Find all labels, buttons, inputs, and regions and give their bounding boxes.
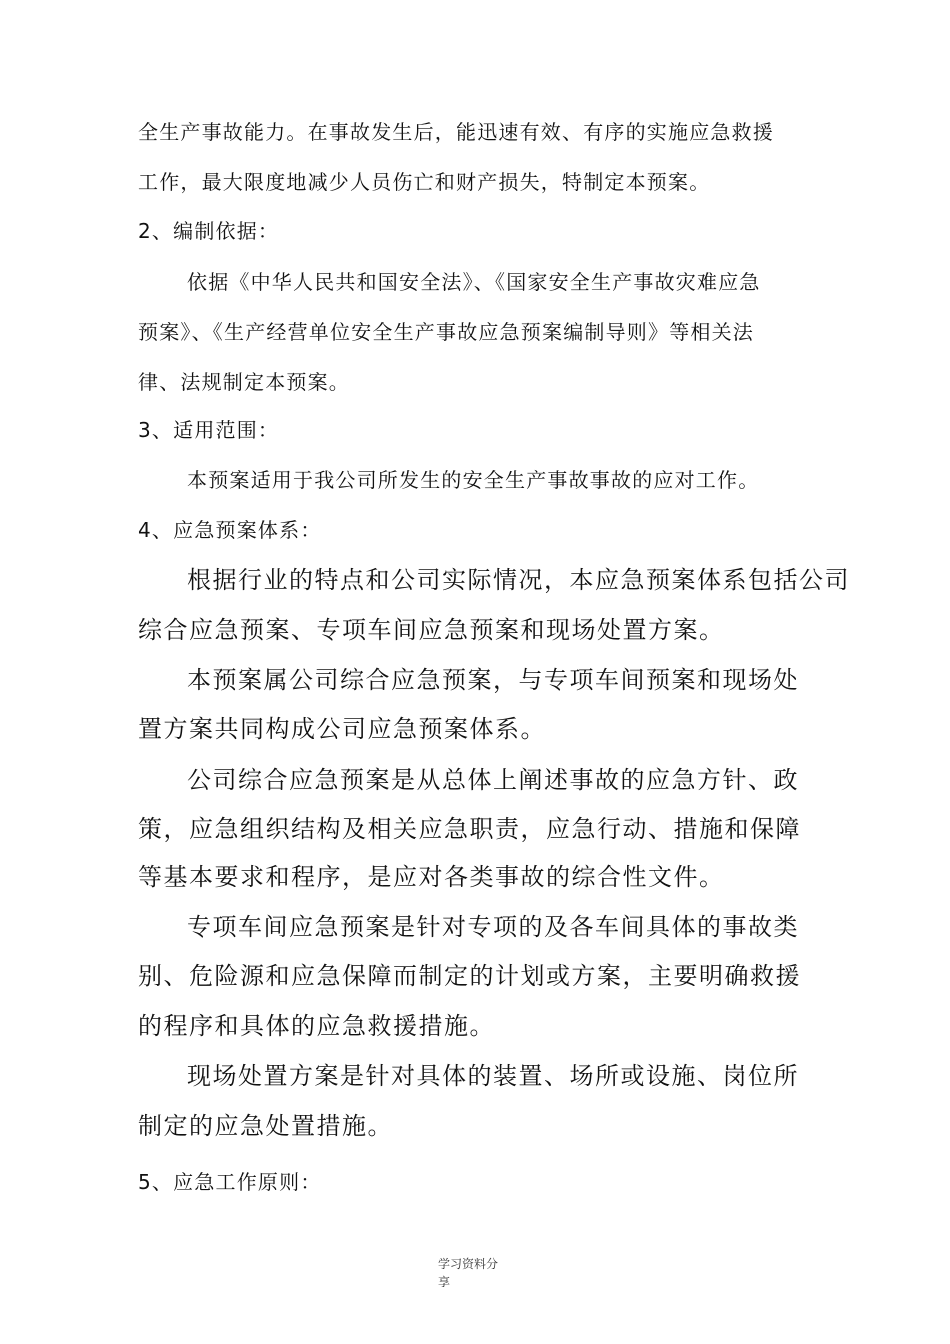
paragraph-line: 置方案共同构成公司应急预案体系。 xyxy=(138,715,546,743)
section-heading: 5、应急工作原则： xyxy=(138,1170,322,1194)
paragraph-line: 等基本要求和程序，是应对各类事故的综合性文件。 xyxy=(138,863,725,891)
paragraph-line: 预案》、《生产经营单位安全生产事故应急预案编制导则》等相关法 xyxy=(138,320,754,344)
section-heading: 4、应急预案体系： xyxy=(138,518,322,542)
section-heading: 2、编制依据： xyxy=(138,219,280,243)
paragraph-line: 策，应急组织结构及相关应急职责，应急行动、措施和保障 xyxy=(138,815,801,843)
paragraph-line: 工作，最大限度地减少人员伤亡和财产损失，特制定本预案。 xyxy=(138,170,711,194)
paragraph-line: 专项车间应急预案是针对专项的及各车间具体的事故类 xyxy=(187,913,799,941)
footer-text: 享 xyxy=(438,1275,451,1289)
paragraph-line: 依据《中华人民共和国安全法》、《国家安全生产事故灾难应急 xyxy=(187,270,761,294)
section-heading: 3、适用范围： xyxy=(138,418,280,442)
paragraph-line: 公司综合应急预案是从总体上阐述事故的应急方针、政 xyxy=(187,766,799,794)
paragraph-line: 全生产事故能力。在事故发生后，能迅速有效、有序的实施应急救援 xyxy=(138,120,774,144)
paragraph-line: 现场处置方案是针对具体的装置、场所或设施、岗位所 xyxy=(187,1062,799,1090)
footer-text: 学习资料分 xyxy=(438,1257,499,1271)
paragraph-line: 根据行业的特点和公司实际情况，本应急预案体系包括公司 xyxy=(187,566,850,594)
paragraph-line: 综合应急预案、专项车间应急预案和现场处置方案。 xyxy=(138,616,725,644)
paragraph-line: 本预案适用于我公司所发生的安全生产事故事故的应对工作。 xyxy=(187,468,760,492)
paragraph-line: 本预案属公司综合应急预案，与专项车间预案和现场处 xyxy=(187,666,799,694)
paragraph-line: 制定的应急处置措施。 xyxy=(138,1112,393,1140)
paragraph-line: 别、危险源和应急保障而制定的计划或方案，主要明确救援 xyxy=(138,962,801,990)
paragraph-line: 的程序和具体的应急救援措施。 xyxy=(138,1012,495,1040)
paragraph-line: 律、法规制定本预案。 xyxy=(138,370,350,394)
